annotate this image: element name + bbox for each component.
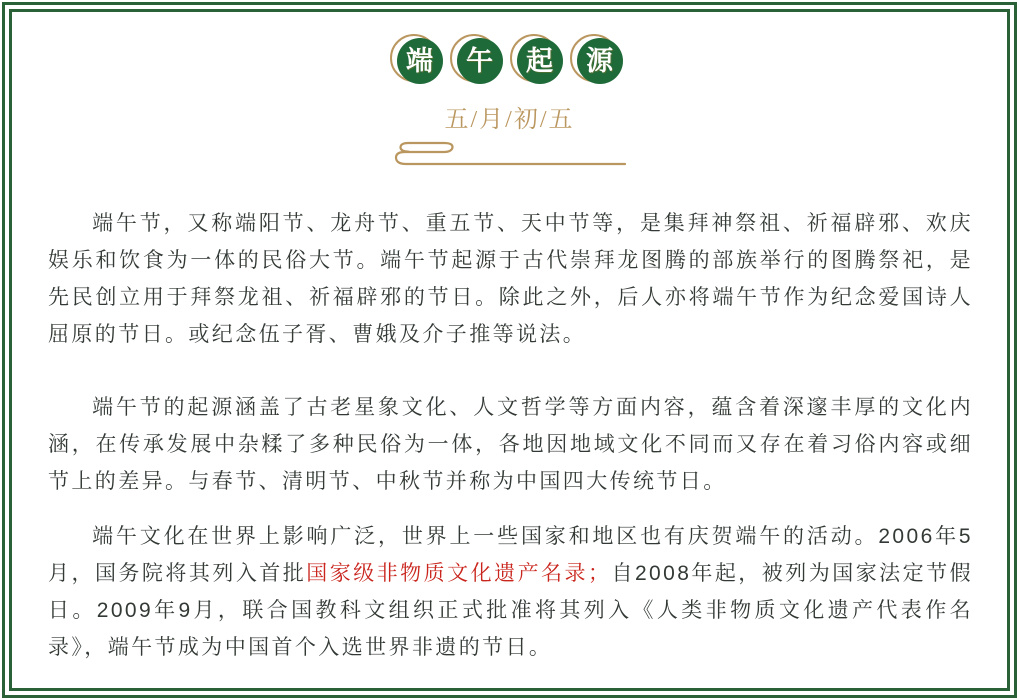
badge-character: 源 [577, 38, 623, 84]
paragraph [48, 518, 973, 666]
page [12, 12, 1007, 688]
text-segment: 自2008年起，被列为国家法定节假日。2009年9月，联合国教科文组织正式批准将其列入《人类非物质文化遗产代表作名录》，端午节成为中国首个入选世界非遗的节日。 [48, 562, 974, 659]
cloud-divider [12, 140, 1007, 168]
badge-character: 起 [517, 38, 563, 84]
title-badge [457, 38, 503, 84]
title-badge [517, 38, 563, 84]
highlight-red-text: 国家级非物质文化遗产名录； [306, 562, 612, 585]
text-segment: 端午文化在世界上影响广泛，世界上一些国家和地区也有庆贺端午的活动。2006年5月，国务院将其列入首批 [48, 525, 973, 585]
title-badge [397, 38, 443, 84]
paragraph [48, 389, 973, 500]
paragraph [48, 205, 973, 353]
cloud-scroll-icon [394, 140, 626, 168]
article-body [12, 168, 1007, 666]
text-segment: 端午节的起源涵盖了古老星象文化、人文哲学等方面内容，蕴含着深邃丰厚的文化内涵，在传承发展中杂糅了多种民俗为一体，各地因地域文化不同而又存在着习俗内容或细节上的差异。与春节、清明节、中秋节并称为中国四大传统节日。 [48, 396, 973, 493]
page-header [12, 12, 1007, 168]
subtitle: 五/月/初/五 [444, 107, 575, 133]
badge-character: 端 [397, 38, 443, 84]
text-segment: 端午节，又称端阳节、龙舟节、重五节、天中节等，是集拜神祭祖、祈福辟邪、欢庆娱乐和饮食为一体的民俗大节。端午节起源于古代崇拜龙图腾的部族举行的图腾祭祀，是先民创立用于拜祭龙祖、祈福辟邪的节日。除此之外，后人亦将端午节作为纪念爱国诗人屈原的节日。或纪念伍子胥、曹娥及介子推等说法。 [48, 212, 973, 346]
title-badge [577, 38, 623, 84]
title-badges [12, 38, 1007, 84]
badge-character: 午 [457, 38, 503, 84]
